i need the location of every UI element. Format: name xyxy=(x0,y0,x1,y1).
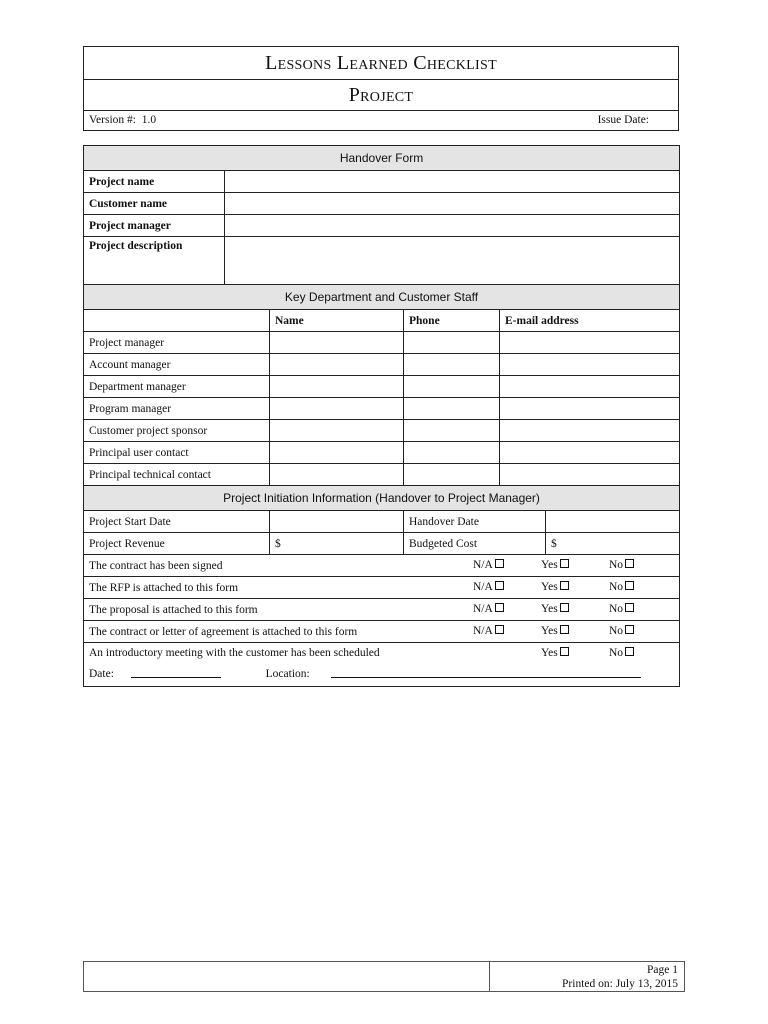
staff-role-label: Account manager xyxy=(84,354,270,376)
checkbox-icon xyxy=(625,581,634,590)
yes-checkbox[interactable]: Yes xyxy=(541,647,569,659)
footer-left-cell xyxy=(84,962,490,991)
table-row xyxy=(84,464,680,486)
project-name-input[interactable] xyxy=(225,171,680,193)
na-checkbox[interactable]: N/A xyxy=(473,581,504,593)
staff-name-cell[interactable] xyxy=(270,464,404,486)
meeting-row xyxy=(84,643,680,687)
page-footer xyxy=(83,961,685,992)
yes-checkbox[interactable]: Yes xyxy=(541,559,569,571)
handover-form-table xyxy=(83,145,680,687)
checkbox-icon xyxy=(625,647,634,656)
date-field[interactable] xyxy=(131,667,221,678)
document-header xyxy=(83,46,679,131)
staff-name-cell[interactable] xyxy=(270,354,404,376)
staff-phone-cell[interactable] xyxy=(404,420,500,442)
checkbox-icon xyxy=(560,603,569,612)
revenue-currency: $ xyxy=(275,537,281,550)
staff-role-label: Customer project sponsor xyxy=(84,420,270,442)
staff-email-cell[interactable] xyxy=(500,442,680,464)
no-checkbox[interactable]: No xyxy=(609,581,634,593)
na-checkbox[interactable]: N/A xyxy=(473,625,504,637)
checkbox-icon xyxy=(625,625,634,634)
handover-section-title: Handover Form xyxy=(84,146,680,171)
no-checkbox[interactable]: No xyxy=(609,603,634,615)
table-row xyxy=(84,332,680,354)
staff-name-cell[interactable] xyxy=(270,376,404,398)
checklist-row xyxy=(84,555,680,577)
checklist-row xyxy=(84,577,680,599)
version-info xyxy=(89,114,156,126)
checklist-label: The proposal is attached to this form xyxy=(89,603,258,616)
handover-date-label: Handover Date xyxy=(404,511,546,533)
no-checkbox[interactable]: No xyxy=(609,559,634,571)
checkbox-icon xyxy=(495,559,504,568)
issue-date-label: Issue Date: xyxy=(597,114,649,126)
staff-column-email: E-mail address xyxy=(500,310,680,332)
budget-input[interactable] xyxy=(546,533,680,555)
staff-email-cell[interactable] xyxy=(500,398,680,420)
checklist-label: The contract or letter of agreement is attached to this form xyxy=(89,625,358,638)
field-label-project-manager: Project manager xyxy=(84,215,225,237)
staff-role-label: Principal user contact xyxy=(84,442,270,464)
footer-right-cell xyxy=(490,962,684,991)
staff-role-label: Principal technical contact xyxy=(84,464,270,486)
customer-name-input[interactable] xyxy=(225,193,680,215)
document-subtitle: Project xyxy=(84,80,678,111)
staff-email-cell[interactable] xyxy=(500,376,680,398)
staff-section-title: Key Department and Customer Staff xyxy=(84,285,680,310)
revenue-label: Project Revenue xyxy=(84,533,270,555)
checklist-row xyxy=(84,621,680,643)
start-date-input[interactable] xyxy=(270,511,404,533)
yes-checkbox[interactable]: Yes xyxy=(541,581,569,593)
staff-email-cell[interactable] xyxy=(500,420,680,442)
staff-phone-cell[interactable] xyxy=(404,398,500,420)
checkbox-icon xyxy=(560,625,569,634)
field-label-project-description: Project description xyxy=(84,237,225,285)
handover-date-input[interactable] xyxy=(546,511,680,533)
checkbox-icon xyxy=(495,625,504,634)
no-checkbox[interactable]: No xyxy=(609,647,634,659)
initiation-section-title: Project Initiation Information (Handover to Project Manager) xyxy=(84,486,680,511)
budget-currency: $ xyxy=(551,537,557,550)
staff-name-cell[interactable] xyxy=(270,420,404,442)
budget-label: Budgeted Cost xyxy=(404,533,546,555)
printed-date: Printed on: July 13, 2015 xyxy=(562,978,678,990)
staff-phone-cell[interactable] xyxy=(404,354,500,376)
na-checkbox[interactable]: N/A xyxy=(473,559,504,571)
yes-checkbox[interactable]: Yes xyxy=(541,603,569,615)
field-label-project-name: Project name xyxy=(84,171,225,193)
meeting-details xyxy=(89,667,659,680)
checkbox-icon xyxy=(625,603,634,612)
table-row xyxy=(84,376,680,398)
checklist-label: The contract has been signed xyxy=(89,559,223,572)
table-row xyxy=(84,354,680,376)
start-date-label: Project Start Date xyxy=(84,511,270,533)
staff-role-label: Project manager xyxy=(84,332,270,354)
staff-role-label: Department manager xyxy=(84,376,270,398)
staff-phone-cell[interactable] xyxy=(404,442,500,464)
page-number: Page 1 xyxy=(647,964,678,976)
checkbox-icon xyxy=(560,581,569,590)
staff-email-cell[interactable] xyxy=(500,464,680,486)
version-value: 1.0 xyxy=(141,114,157,126)
staff-role-label: Program manager xyxy=(84,398,270,420)
yes-checkbox[interactable]: Yes xyxy=(541,625,569,637)
table-row xyxy=(84,420,680,442)
project-description-input[interactable] xyxy=(225,237,680,285)
version-label: Version #: xyxy=(89,114,136,126)
location-label: Location: xyxy=(265,668,310,680)
project-manager-input[interactable] xyxy=(225,215,680,237)
checkbox-icon xyxy=(560,647,569,656)
checkbox-icon xyxy=(560,559,569,568)
staff-role-header xyxy=(84,310,270,332)
field-label-customer-name: Customer name xyxy=(84,193,225,215)
staff-column-name: Name xyxy=(270,310,404,332)
staff-phone-cell[interactable] xyxy=(404,332,500,354)
staff-email-cell[interactable] xyxy=(500,332,680,354)
staff-name-cell[interactable] xyxy=(270,398,404,420)
checklist-label: An introductory meeting with the customer has been scheduled xyxy=(89,647,380,659)
no-checkbox[interactable]: No xyxy=(609,625,634,637)
table-row xyxy=(84,442,680,464)
staff-name-cell[interactable] xyxy=(270,332,404,354)
checkbox-icon xyxy=(495,581,504,590)
staff-name-cell[interactable] xyxy=(270,442,404,464)
na-checkbox[interactable]: N/A xyxy=(473,603,504,615)
staff-email-cell[interactable] xyxy=(500,354,680,376)
document-title: Lessons Learned Checklist xyxy=(84,47,678,80)
meta-row xyxy=(84,111,678,129)
table-row xyxy=(84,398,680,420)
date-label: Date: xyxy=(89,668,114,680)
checklist-row xyxy=(84,599,680,621)
checkbox-icon xyxy=(625,559,634,568)
staff-column-phone: Phone xyxy=(404,310,500,332)
staff-phone-cell[interactable] xyxy=(404,376,500,398)
checklist-label: The RFP is attached to this form xyxy=(89,581,239,594)
staff-phone-cell[interactable] xyxy=(404,464,500,486)
location-field[interactable] xyxy=(331,667,641,678)
checkbox-icon xyxy=(495,603,504,612)
revenue-input[interactable] xyxy=(270,533,404,555)
